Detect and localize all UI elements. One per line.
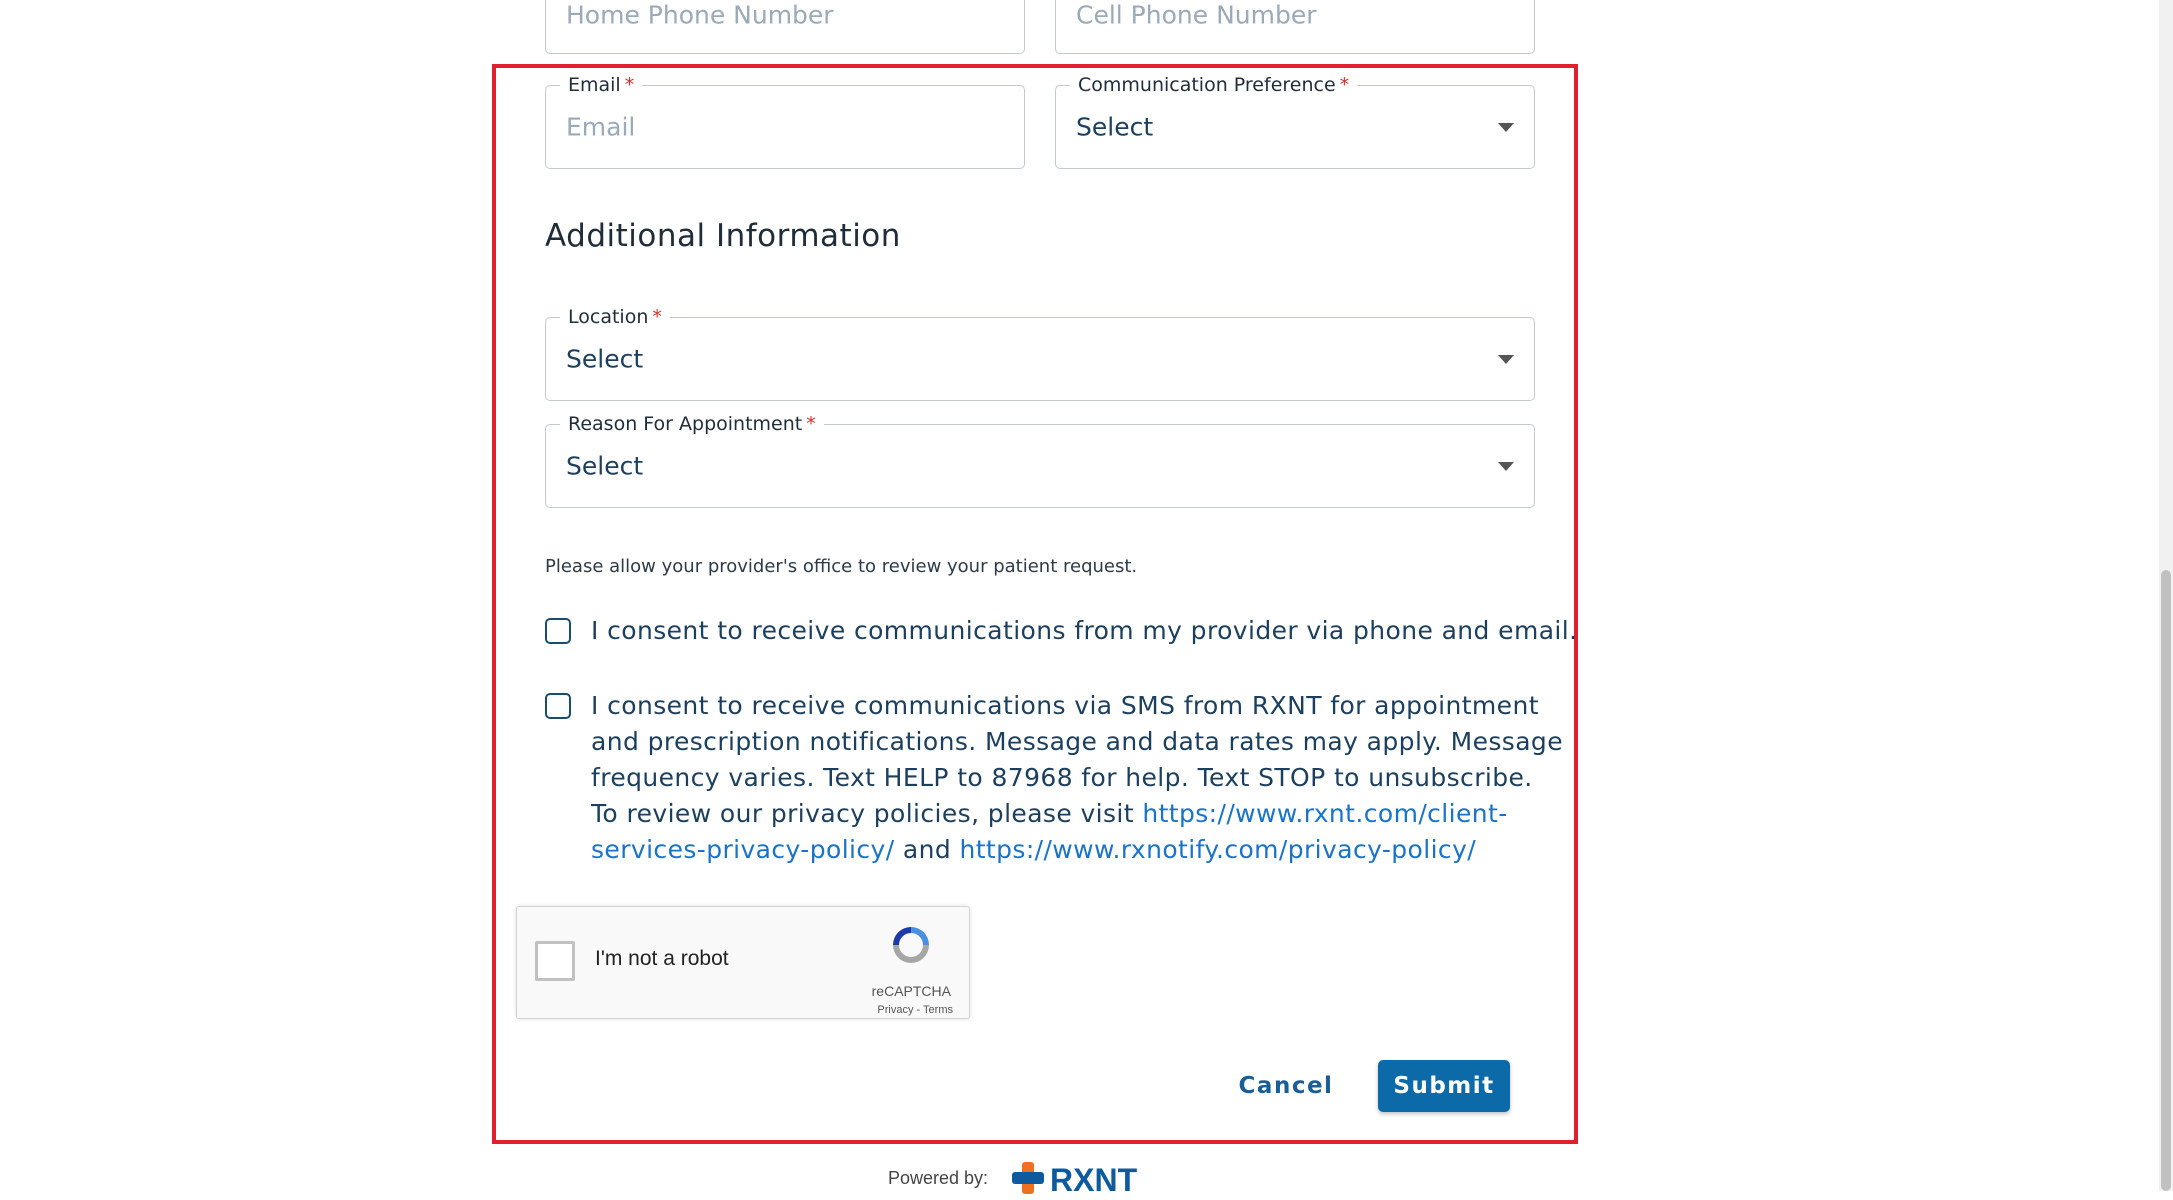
recaptcha-brand: reCAPTCHA (871, 983, 951, 999)
section-heading: Additional Information (545, 218, 901, 254)
location-label: Location * (560, 306, 670, 328)
consent-sms-line: services-privacy-policy/ and https://www.rxnotify.com/privacy-policy/ (591, 835, 1477, 864)
consent-phone-email-checkbox[interactable] (545, 618, 571, 644)
recaptcha-label: I'm not a robot (595, 947, 729, 970)
chevron-down-icon (1498, 123, 1514, 132)
chevron-down-icon (1498, 462, 1514, 471)
review-note: Please allow your provider's office to review your patient request. (545, 556, 1138, 577)
cell-phone-field[interactable] (1055, 0, 1535, 54)
recaptcha-terms: Privacy - Terms (877, 1004, 953, 1016)
home-phone-field[interactable] (545, 0, 1025, 54)
recaptcha-checkbox[interactable] (535, 941, 575, 981)
reason-label: Reason For Appointment * (560, 413, 824, 435)
email-label: Email * (560, 74, 642, 96)
consent-sms-text (591, 688, 1563, 868)
consent-sms-line: I consent to receive communications via SMS from RXNT for appointment (591, 691, 1539, 720)
email-placeholder: Email (566, 112, 636, 142)
powered-by-label: Powered by: (888, 1168, 989, 1188)
rxnt-privacy-link-cont[interactable]: services-privacy-policy/ (591, 835, 895, 864)
reason-value: Select (566, 451, 644, 481)
rxnt-privacy-link[interactable]: https://www.rxnt.com/client- (1142, 799, 1508, 828)
recaptcha-widget (516, 906, 970, 1019)
scrollbar-thumb[interactable] (2161, 570, 2171, 1191)
location-select[interactable] (545, 306, 1535, 401)
rxnotify-privacy-link[interactable]: https://www.rxnotify.com/privacy-policy/ (959, 835, 1477, 864)
communication-preference-value: Select (1076, 112, 1154, 142)
consent-sms-line: and prescription notifications. Message and data rates may apply. Message (591, 727, 1563, 756)
communication-preference-select[interactable] (1055, 74, 1535, 169)
chevron-down-icon (1498, 355, 1514, 364)
location-value: Select (566, 344, 644, 374)
consent-sms-line: frequency varies. Text HELP to 87968 for help. Text STOP to unsubscribe. (591, 763, 1533, 792)
reason-select[interactable] (545, 413, 1535, 508)
consent-sms-checkbox[interactable] (545, 693, 571, 719)
scrollbar[interactable] (2159, 0, 2173, 1191)
consent-phone-email-text: I consent to receive communications from my provider via phone and email. (591, 616, 1578, 645)
submit-button[interactable]: Submit (1378, 1060, 1510, 1112)
rxnt-brand-text: RXNT (1050, 1162, 1138, 1198)
recaptcha-icon (887, 921, 935, 969)
communication-preference-label: Communication Preference * (1070, 74, 1357, 96)
home-phone-placeholder: Home Phone Number (566, 0, 834, 30)
cancel-button[interactable]: Cancel (1226, 1062, 1346, 1110)
cell-phone-placeholder: Cell Phone Number (1076, 0, 1317, 30)
consent-sms-line: To review our privacy policies, please visit https://www.rxnt.com/client- (591, 799, 1508, 828)
email-field[interactable] (545, 74, 1025, 169)
